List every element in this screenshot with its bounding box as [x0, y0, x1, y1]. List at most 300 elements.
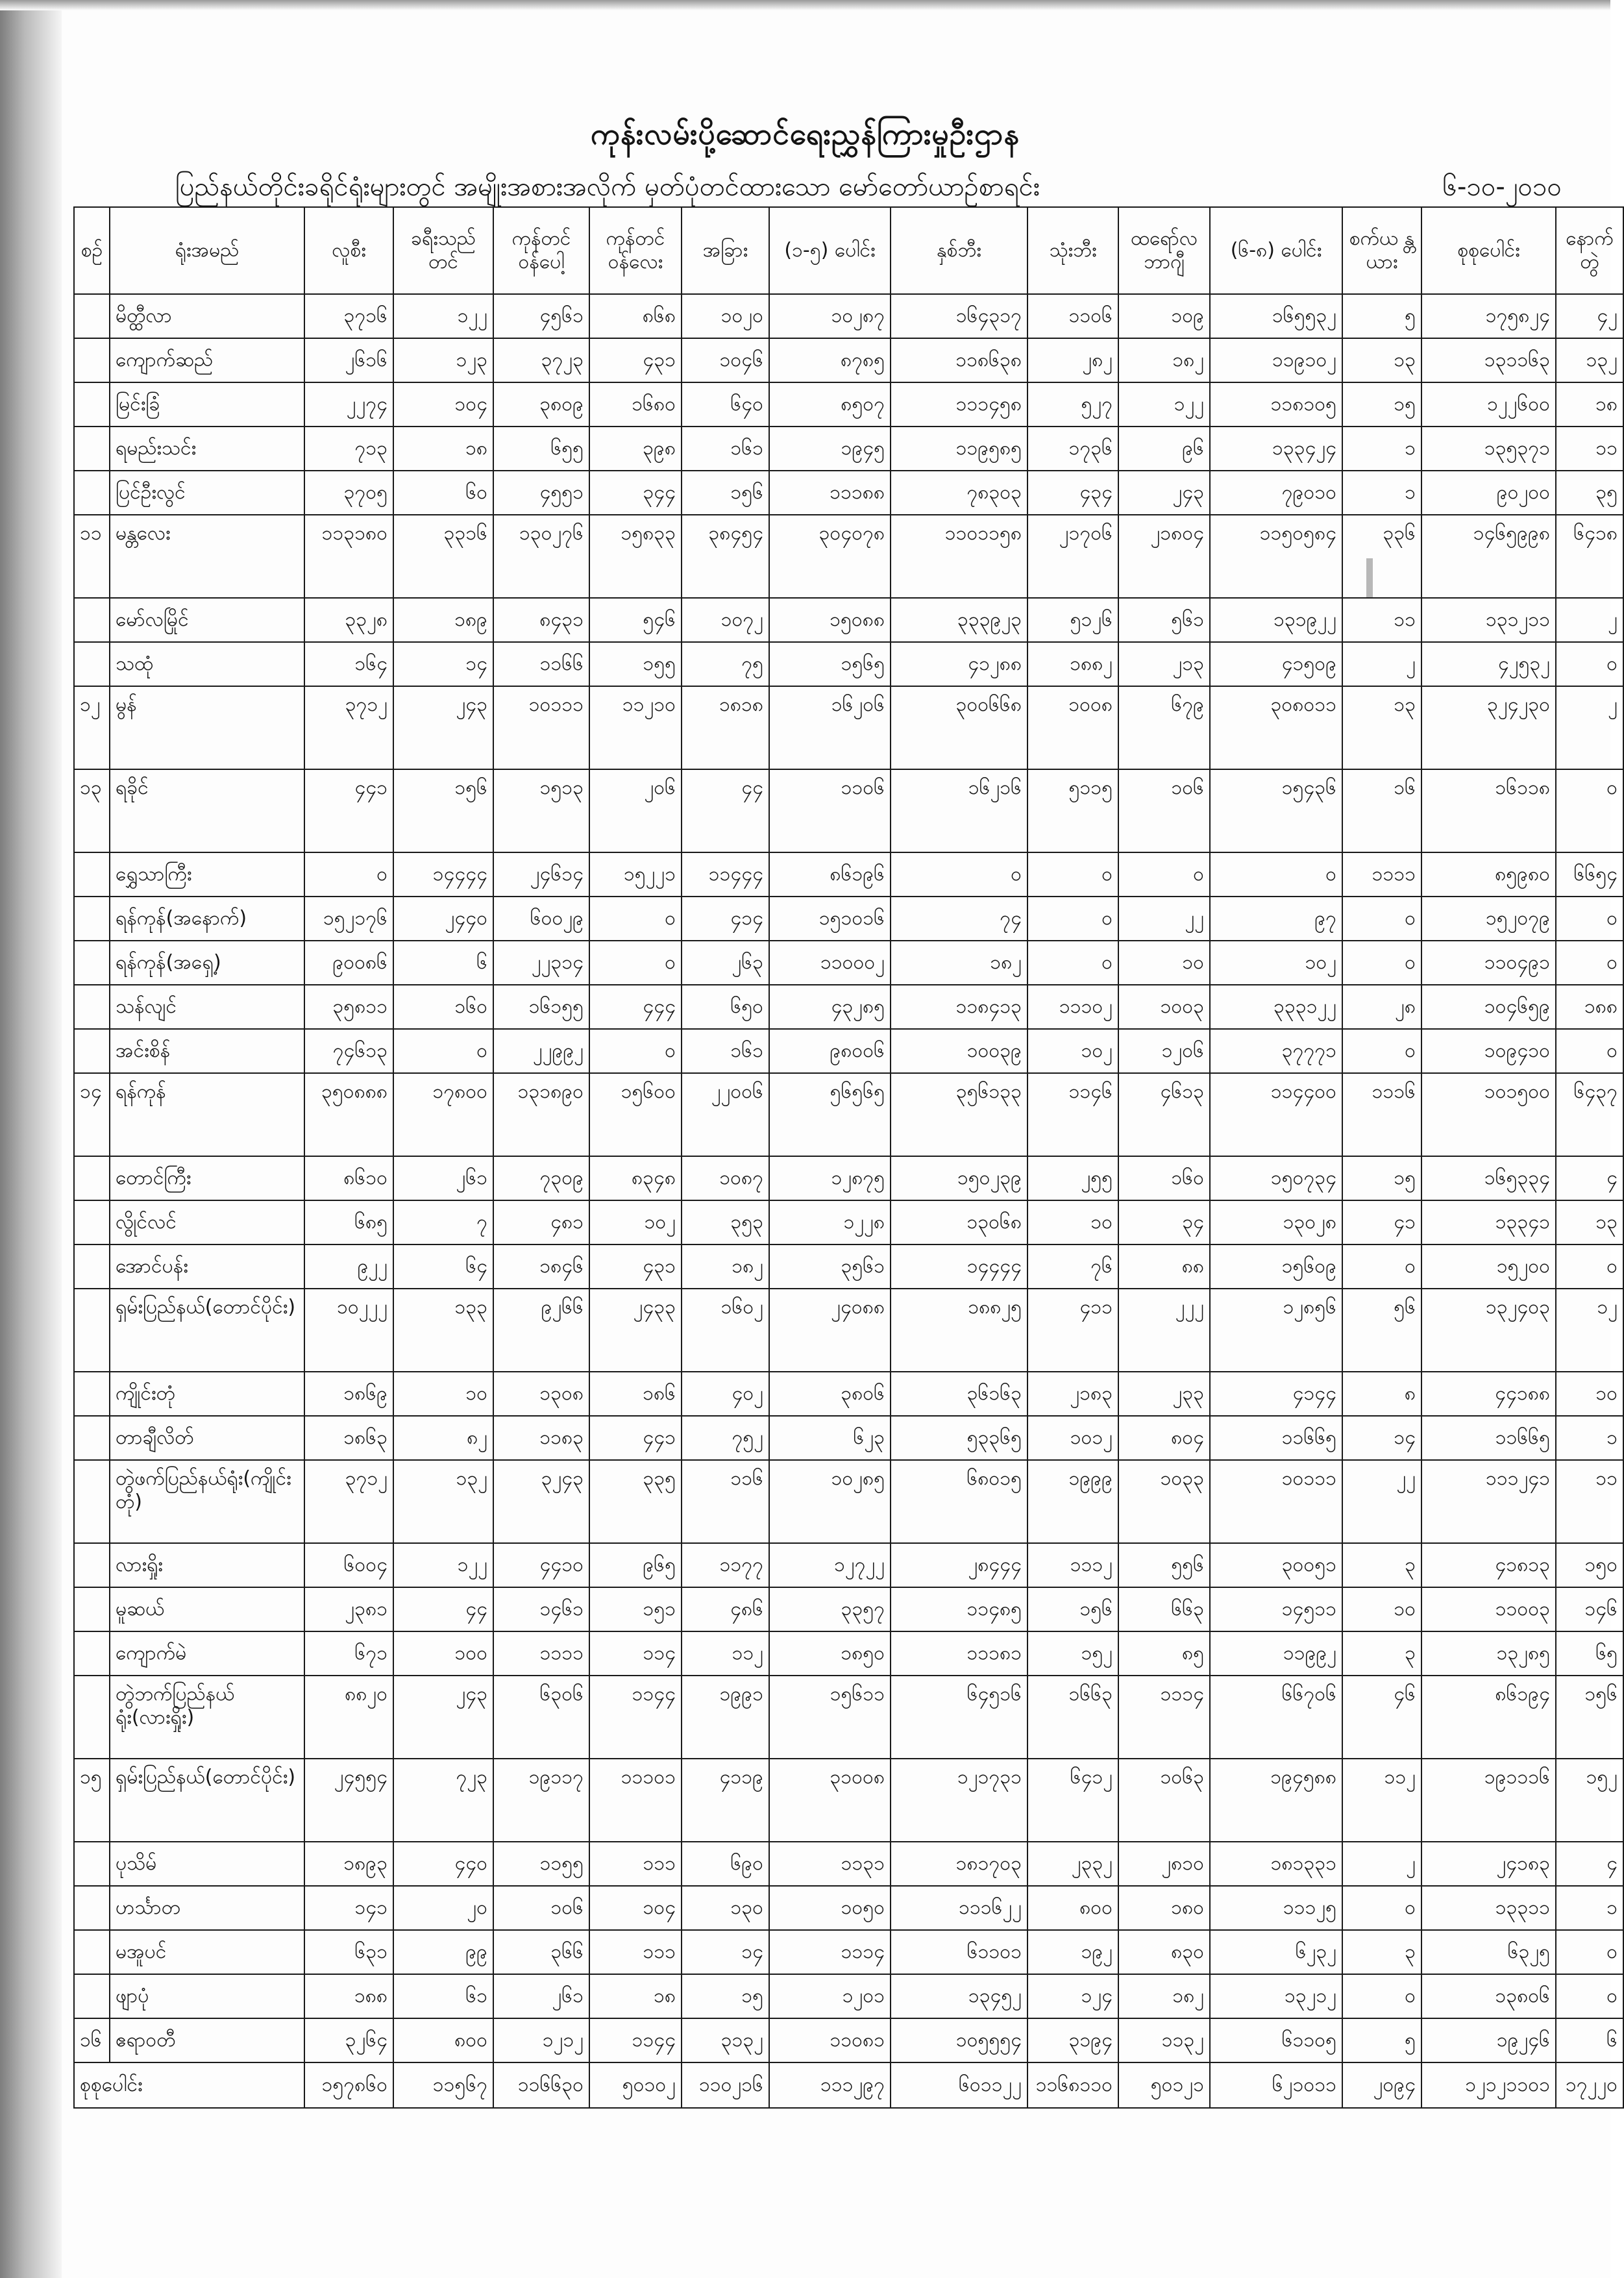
- count-cell: ၉၀၀၈၆: [304, 941, 393, 985]
- count-cell: ၂၂၇၄: [304, 382, 393, 427]
- count-cell: ၁၆၁: [682, 1029, 769, 1073]
- row-number-cell: [74, 1029, 110, 1073]
- table-row: [74, 338, 1623, 382]
- count-cell: ၈၅၉၈၀: [1421, 852, 1556, 897]
- office-name-cell: ပုသိမ်: [110, 1842, 304, 1886]
- count-cell: ၁၃၃၄၁: [1421, 1200, 1556, 1244]
- count-cell: ၆၆၅၄: [1556, 852, 1623, 897]
- count-cell: ၁၆၁၁၈: [1421, 769, 1556, 852]
- count-cell: ၁၈၂: [1118, 338, 1210, 382]
- count-cell: ၅၆: [1342, 1289, 1421, 1372]
- office-name-cell: ရန်ကုန်: [110, 1073, 304, 1156]
- count-cell: ၁၈၅၀: [769, 1631, 891, 1676]
- table-row: [74, 1930, 1623, 1974]
- count-cell: ၄၅၅၁: [493, 471, 589, 515]
- count-cell: ၂၃၈၁: [304, 1587, 393, 1631]
- count-cell: ၁၁၁၆: [1342, 1073, 1421, 1156]
- count-cell: ၃: [1342, 1631, 1421, 1676]
- count-cell: ၀: [1556, 1244, 1623, 1289]
- count-cell: ၁၁၀၄၉၁: [1421, 941, 1556, 985]
- count-cell: ၁၀၀၈: [1027, 686, 1118, 769]
- table-row: [74, 985, 1623, 1029]
- count-cell: ၁၄: [682, 1930, 769, 1974]
- count-cell: ၀: [1556, 1029, 1623, 1073]
- office-name-cell: အင်းစိန်: [110, 1029, 304, 1073]
- count-cell: ၁၅၁၃: [493, 769, 589, 852]
- count-cell: ၁၆၄၃၁၇: [891, 294, 1027, 338]
- total-label: စုစုပေါင်း: [74, 2062, 304, 2108]
- row-number-cell: ၁၄: [74, 1073, 110, 1156]
- count-cell: ၆၄၃၇: [1556, 1073, 1623, 1156]
- count-cell: ၁: [1342, 427, 1421, 471]
- scan-mark: [1366, 558, 1373, 597]
- count-cell: ၆၄၀: [682, 382, 769, 427]
- count-cell: ၃၆၁၆၃: [891, 1372, 1027, 1416]
- table-header-row: [74, 207, 1623, 294]
- count-cell: ၈၅၀၇: [769, 382, 891, 427]
- count-cell: ၃၃၅: [589, 1460, 682, 1543]
- office-name-cell: အောင်ပန်း: [110, 1244, 304, 1289]
- count-cell: ၁၃၁၂၁၁: [1421, 598, 1556, 642]
- count-cell: ၅၁၁၅: [1027, 769, 1118, 852]
- office-name-cell: မန္တလေး: [110, 515, 304, 598]
- row-number-cell: [74, 1200, 110, 1244]
- count-cell: ၁၉၉၁: [682, 1676, 769, 1759]
- count-cell: ၁၁၂: [1342, 1759, 1421, 1842]
- count-cell: ၁၀၀၃၉: [891, 1029, 1027, 1073]
- table-row: [74, 769, 1623, 852]
- office-name-cell: သန်လျင်: [110, 985, 304, 1029]
- total-cell: ၁၁၀၂၁၆: [682, 2062, 769, 2108]
- table-row: [74, 382, 1623, 427]
- count-cell: ၁၁၀၆: [1027, 294, 1118, 338]
- count-cell: ၀: [1342, 897, 1421, 941]
- table-row: [74, 1372, 1623, 1416]
- count-cell: ၆၈၅: [304, 1200, 393, 1244]
- count-cell: ၁၁၄၄၄: [682, 852, 769, 897]
- count-cell: ၉၈၀၀၆: [769, 1029, 891, 1073]
- count-cell: ၁၄၄၄၄: [393, 852, 493, 897]
- count-cell: ၆၀၀၄: [304, 1543, 393, 1587]
- count-cell: ၁၄၆၁: [493, 1587, 589, 1631]
- office-name-cell: ရွှေသာကြီး: [110, 852, 304, 897]
- count-cell: ၃၇၁၆: [304, 294, 393, 338]
- count-cell: ၇၅: [682, 642, 769, 686]
- count-cell: ၁၁၀၀၃: [1421, 1587, 1556, 1631]
- count-cell: ၁၀၆: [1118, 769, 1210, 852]
- count-cell: ၄၁၅၀၉: [1210, 642, 1342, 686]
- office-name-cell: မအူပင်: [110, 1930, 304, 1974]
- count-cell: ၉၀၂၀၀: [1421, 471, 1556, 515]
- office-name-cell: ဧရာဝတီ: [110, 2018, 304, 2062]
- row-number-cell: [74, 1587, 110, 1631]
- office-name-cell: လွိုင်လင်: [110, 1200, 304, 1244]
- count-cell: ၁၀၀: [393, 1631, 493, 1676]
- count-cell: ၁၅၆၀၉: [1210, 1244, 1342, 1289]
- count-cell: ၇၄: [891, 897, 1027, 941]
- count-cell: ၉၂၂: [304, 1244, 393, 1289]
- count-cell: ၁၁၁၂၅: [1210, 1886, 1342, 1930]
- count-cell: ၃၀၀၅၁: [1210, 1543, 1342, 1587]
- count-cell: ၄၁၁၉: [682, 1759, 769, 1842]
- count-cell: ၁၅၆: [682, 471, 769, 515]
- count-cell: ၅၄၆: [589, 598, 682, 642]
- count-cell: ၁၈၉: [393, 598, 493, 642]
- count-cell: ၁၁၄၆: [1027, 1073, 1118, 1156]
- table-row: [74, 1200, 1623, 1244]
- count-cell: ၅၆၅၆၅: [769, 1073, 891, 1156]
- count-cell: ၁၈: [393, 427, 493, 471]
- count-cell: ၁၀: [1342, 1587, 1421, 1631]
- count-cell: ၃၃၅၇: [769, 1587, 891, 1631]
- count-cell: ၃၇၂၃: [493, 338, 589, 382]
- count-cell: ၆: [1556, 2018, 1623, 2062]
- count-cell: ၄၀၂: [682, 1372, 769, 1416]
- count-cell: ၁၁၁၁: [1342, 852, 1421, 897]
- count-cell: ၀: [891, 852, 1027, 897]
- table-row: [74, 1460, 1623, 1543]
- count-cell: ၃၅၆၁: [769, 1244, 891, 1289]
- count-cell: ၁၃၀၂၇၆: [493, 515, 589, 598]
- column-header: ကုန်တင် ဝန်ပေါ့: [493, 207, 589, 294]
- table-row: [74, 598, 1623, 642]
- count-cell: ၂၂၉၉၂: [493, 1029, 589, 1073]
- total-cell: ၆၀၁၁၂၂: [891, 2062, 1027, 2108]
- column-header: ခရီးသည် တင်: [393, 207, 493, 294]
- office-name-cell: လားရှိုး: [110, 1543, 304, 1587]
- total-cell: ၆၂၁၀၁၁: [1210, 2062, 1342, 2108]
- row-number-cell: [74, 1842, 110, 1886]
- count-cell: ၄၄: [682, 769, 769, 852]
- count-cell: ၄၆၁၃: [1118, 1073, 1210, 1156]
- column-header: စုစုပေါင်း: [1421, 207, 1556, 294]
- count-cell: ၁၀: [1027, 1200, 1118, 1244]
- count-cell: ၁၃၂၄၀၃: [1421, 1289, 1556, 1372]
- office-name-cell: ရန်ကုန်(အနောက်): [110, 897, 304, 941]
- count-cell: ၃၀၄၀၇၈: [769, 515, 891, 598]
- table-row: [74, 1974, 1623, 2018]
- count-cell: ၄၁: [1342, 1200, 1421, 1244]
- count-cell: ၀: [1556, 1930, 1623, 1974]
- count-cell: ၈: [1342, 1372, 1421, 1416]
- count-cell: ၁၈၁၇၀၃: [891, 1842, 1027, 1886]
- table-row: [74, 1676, 1623, 1759]
- count-cell: ၁၁၁: [589, 1930, 682, 1974]
- count-cell: ၁၆: [1342, 769, 1421, 852]
- count-cell: ၁၅: [1342, 382, 1421, 427]
- total-cell: ၁၁၁၂၉၇: [769, 2062, 891, 2108]
- count-cell: ၄၅၆၁: [493, 294, 589, 338]
- count-cell: ၀: [1556, 941, 1623, 985]
- count-cell: ၄၁၂၈၈: [891, 642, 1027, 686]
- count-cell: ၆၇၉: [1118, 686, 1210, 769]
- count-cell: ၁၀၅၅၅၄: [891, 2018, 1027, 2062]
- column-header: နှစ်ဘီး: [891, 207, 1027, 294]
- count-cell: ၁၁၄: [589, 1631, 682, 1676]
- count-cell: ၉၆၅: [589, 1543, 682, 1587]
- scan-top-shadow: [0, 0, 1610, 10]
- count-cell: ၆၅: [1556, 1631, 1623, 1676]
- office-name-cell: ပြင်ဦးလွင်: [110, 471, 304, 515]
- column-header: ကုန်တင် ဝန်လေး: [589, 207, 682, 294]
- count-cell: ၁၂၂၈: [769, 1200, 891, 1244]
- count-cell: ၃၂၄၂၃၀: [1421, 686, 1556, 769]
- count-cell: ၁၆၀: [393, 985, 493, 1029]
- count-cell: ၃၃၃၁၂၂: [1210, 985, 1342, 1029]
- count-cell: ၀: [1210, 852, 1342, 897]
- count-cell: ၁၂၀၆: [1118, 1029, 1210, 1073]
- document-subtitle: ပြည်နယ်တိုင်းခရိုင်ရုံးများတွင် အမျိုးအစားအလိုက် မှတ်ပုံတင်ထားသော မော်တော်ယာဉ်စာရင်း: [175, 172, 1040, 202]
- count-cell: ၂၄၃: [393, 1676, 493, 1759]
- column-header: (၁-၅) ပေါင်း: [769, 207, 891, 294]
- count-cell: ၁၉၁၁၇: [493, 1759, 589, 1842]
- table-row: [74, 1289, 1623, 1372]
- count-cell: ၄၂: [1556, 294, 1623, 338]
- count-cell: ၁၅၂: [1556, 1759, 1623, 1842]
- count-cell: ၁၁၁၄: [769, 1930, 891, 1974]
- row-number-cell: [74, 382, 110, 427]
- count-cell: ၁၂: [1556, 1289, 1623, 1372]
- count-cell: ၂၃၃၂: [1027, 1842, 1118, 1886]
- count-cell: ၅၆၁: [1118, 598, 1210, 642]
- row-number-cell: [74, 897, 110, 941]
- column-header: လူစီး: [304, 207, 393, 294]
- count-cell: ၁၆၀: [1118, 1156, 1210, 1200]
- count-cell: ၁၁၁၀၂: [1027, 985, 1118, 1029]
- office-name-cell: ရခိုင်: [110, 769, 304, 852]
- count-cell: ၁၅၆၅: [769, 642, 891, 686]
- count-cell: ၃၇၇၇၁: [1210, 1029, 1342, 1073]
- count-cell: ၁၂၈၅၆: [1210, 1289, 1342, 1372]
- row-number-cell: [74, 1974, 110, 2018]
- count-cell: ၁၂၀၁: [769, 1974, 891, 2018]
- total-cell: ၂၀၉၄: [1342, 2062, 1421, 2108]
- count-cell: ၉၆: [1118, 427, 1210, 471]
- count-cell: ၂၆၁၆: [304, 338, 393, 382]
- count-cell: ၁၃၂: [393, 1460, 493, 1543]
- row-number-cell: ၁၆: [74, 2018, 110, 2062]
- column-header: ထရော်လ ဘာဂျီ: [1118, 207, 1210, 294]
- count-cell: ၂၂၀၀၆: [682, 1073, 769, 1156]
- count-cell: ၃၂၄၃: [493, 1460, 589, 1543]
- count-cell: ၁၀၆၃: [1118, 1759, 1210, 1842]
- count-cell: ၆၅၀: [682, 985, 769, 1029]
- column-header: ရုံးအမည်: [110, 207, 304, 294]
- count-cell: ၁၈၂: [682, 1244, 769, 1289]
- count-cell: ၄၈၁: [493, 1200, 589, 1244]
- count-cell: ၂၆၁: [493, 1974, 589, 2018]
- count-cell: ၁၈၆: [589, 1372, 682, 1416]
- count-cell: ၄၃၂၈၅: [769, 985, 891, 1029]
- count-cell: ၁၀၂: [1210, 941, 1342, 985]
- office-name-cell: ရှမ်းပြည်နယ်(တောင်ပိုင်း): [110, 1289, 304, 1372]
- count-cell: ၄၄: [393, 1587, 493, 1631]
- row-number-cell: [74, 338, 110, 382]
- count-cell: ၂၄၃: [393, 686, 493, 769]
- total-cell: ၁၁၅၆၇: [393, 2062, 493, 2108]
- count-cell: ၁၈၈: [1556, 985, 1623, 1029]
- count-cell: ၁၃၄၅၂: [891, 1974, 1027, 2018]
- count-cell: ၆၃၁: [304, 1930, 393, 1974]
- count-cell: ၁၁: [1556, 1460, 1623, 1543]
- count-cell: ၁၃၃၁၁: [1421, 1886, 1556, 1930]
- count-cell: ၁၁၃၂: [1118, 2018, 1210, 2062]
- count-cell: ၁၀၂၈၇: [769, 294, 891, 338]
- count-cell: ၄၂၅၃၂: [1421, 642, 1556, 686]
- count-cell: ၁၁၇၇: [682, 1543, 769, 1587]
- count-cell: ၆၀: [393, 471, 493, 515]
- office-name-cell: တာချီလိတ်: [110, 1416, 304, 1460]
- count-cell: ၁၃၂၁၂: [1210, 1974, 1342, 2018]
- count-cell: ၇၅၂: [682, 1416, 769, 1460]
- count-cell: ၂၁၈၀၄: [1118, 515, 1210, 598]
- row-number-cell: [74, 294, 110, 338]
- count-cell: ၁၆၈၀: [589, 382, 682, 427]
- count-cell: ၃၈၄၅၄: [682, 515, 769, 598]
- total-cell: ၅၀၁၂၁: [1118, 2062, 1210, 2108]
- count-cell: ၁၁၁၂: [1027, 1543, 1118, 1587]
- count-cell: ၁၈၆၃: [304, 1416, 393, 1460]
- count-cell: ၁၀၄: [393, 382, 493, 427]
- table-row: [74, 1416, 1623, 1460]
- row-number-cell: [74, 1543, 110, 1587]
- count-cell: ၃၇၀၅: [304, 471, 393, 515]
- count-cell: ၂၈၄၄၄: [891, 1543, 1027, 1587]
- count-cell: ၂၄၃၃: [589, 1289, 682, 1372]
- count-cell: ၃၆၆: [493, 1930, 589, 1974]
- count-cell: ၁၁၃၁၈၀: [304, 515, 393, 598]
- count-cell: ၁၅၈၃၃: [589, 515, 682, 598]
- row-number-cell: [74, 1372, 110, 1416]
- count-cell: ၁၁၁၀၁: [589, 1759, 682, 1842]
- count-cell: ၄၃၁: [589, 338, 682, 382]
- count-cell: ၁၀၉: [1118, 294, 1210, 338]
- table-row: [74, 1156, 1623, 1200]
- count-cell: ၂၈၁၀: [1118, 1842, 1210, 1886]
- row-number-cell: ၁၁: [74, 515, 110, 598]
- count-cell: ၁၁၄၈၅: [891, 1587, 1027, 1631]
- table-row: [74, 1842, 1623, 1886]
- count-cell: ၈၃၀: [1118, 1930, 1210, 1974]
- count-cell: ၁၉၂၄၆: [1421, 2018, 1556, 2062]
- count-cell: ၆၆၇၀၆: [1210, 1676, 1342, 1759]
- count-cell: ၁၅၆၁၁: [769, 1676, 891, 1759]
- count-cell: ၂၄၁၈၃: [1421, 1842, 1556, 1886]
- count-cell: ၁၈၈၂၅: [891, 1289, 1027, 1372]
- count-cell: ၁၅၆: [1556, 1676, 1623, 1759]
- count-cell: ၆၄၅၁၆: [891, 1676, 1027, 1759]
- count-cell: ၁၁၁၁: [493, 1631, 589, 1676]
- table-row: [74, 686, 1623, 769]
- count-cell: ၁၀၅၀: [769, 1886, 891, 1930]
- count-cell: ၃၈၀၉: [493, 382, 589, 427]
- count-cell: ၂၂: [1118, 897, 1210, 941]
- office-name-cell: သထုံ: [110, 642, 304, 686]
- count-cell: ၄၈၆: [682, 1587, 769, 1631]
- count-cell: ၂: [1342, 1842, 1421, 1886]
- office-name-cell: ကျောက်မဲ: [110, 1631, 304, 1676]
- count-cell: ၈၀၀: [1027, 1886, 1118, 1930]
- count-cell: ၃၃၃၉၂၃: [891, 598, 1027, 642]
- count-cell: ၅၃၃၆၅: [891, 1416, 1027, 1460]
- count-cell: ၄၄၀: [393, 1842, 493, 1886]
- count-cell: ၁၂၂: [393, 294, 493, 338]
- count-cell: ၁၂၈၇၅: [769, 1156, 891, 1200]
- count-cell: ၁၆၆၃: [1027, 1676, 1118, 1759]
- count-cell: ၁၃၃: [393, 1289, 493, 1372]
- count-cell: ၄၄၁၀: [493, 1543, 589, 1587]
- row-number-cell: [74, 1156, 110, 1200]
- count-cell: ၁၁၁၆၂၂: [891, 1886, 1027, 1930]
- document-date: ၆-၁၀-၂၀၁၀: [1442, 172, 1562, 202]
- count-cell: ၆၄၁၈: [1556, 515, 1623, 598]
- count-cell: ၁၁၀၆: [769, 769, 891, 852]
- count-cell: ၄၄၁: [304, 769, 393, 852]
- count-cell: ၁၇၈၀၀: [393, 1073, 493, 1156]
- count-cell: ၈၄၃၁: [493, 598, 589, 642]
- count-cell: ၇၂၃: [393, 1759, 493, 1842]
- count-cell: ၈၈၂၀: [304, 1676, 393, 1759]
- count-cell: ၆၃၀၆: [493, 1676, 589, 1759]
- count-cell: ၁၅၅: [589, 642, 682, 686]
- count-cell: ၁၁၆၆: [493, 642, 589, 686]
- count-cell: ၈၂: [393, 1416, 493, 1460]
- count-cell: ၁၁၈၆၃၈: [891, 338, 1027, 382]
- count-cell: ၁၃၀၈: [493, 1372, 589, 1416]
- count-cell: ၁၁၈၁၀၅: [1210, 382, 1342, 427]
- table-row: [74, 2018, 1623, 2062]
- count-cell: ၂၄၅၅၄: [304, 1759, 393, 1842]
- column-header: စက်ယ န္တယား: [1342, 207, 1421, 294]
- count-cell: ၄၁၁: [1027, 1289, 1118, 1372]
- vehicle-registration-table: [73, 206, 1624, 2109]
- count-cell: ၁၆၁၅၅: [493, 985, 589, 1029]
- office-name-cell: ရန်ကုန်(အရှေ့): [110, 941, 304, 985]
- count-cell: ၁၀၄၆၅၉: [1421, 985, 1556, 1029]
- count-cell: ၁၀၃၃: [1118, 1460, 1210, 1543]
- office-name-cell: ရှမ်းပြည်နယ်(တောင်ပိုင်း): [110, 1759, 304, 1842]
- count-cell: ၁၃၁၁၆၃: [1421, 338, 1556, 382]
- count-cell: ၁၅၂၀၀: [1421, 1244, 1556, 1289]
- count-cell: ၂: [1556, 598, 1623, 642]
- count-cell: ၁၀၂: [1027, 1029, 1118, 1073]
- count-cell: ၆၁၁၀၅: [1210, 2018, 1342, 2062]
- count-cell: ၃၇၁၂: [304, 686, 393, 769]
- count-cell: ၄၃၁: [589, 1244, 682, 1289]
- count-cell: ၂၂: [1342, 1460, 1421, 1543]
- table-row: [74, 941, 1623, 985]
- row-number-cell: [74, 852, 110, 897]
- count-cell: ၈၀၀: [393, 2018, 493, 2062]
- count-cell: ၁၅၀၂၃၉: [891, 1156, 1027, 1200]
- count-cell: ၁: [1342, 471, 1421, 515]
- count-cell: ၂: [1342, 642, 1421, 686]
- count-cell: ၁၁၁: [589, 1842, 682, 1886]
- count-cell: ၁၀: [393, 1372, 493, 1416]
- count-cell: ၄၆: [1342, 1676, 1421, 1759]
- table-row: [74, 852, 1623, 897]
- count-cell: ၀: [1342, 941, 1421, 985]
- count-cell: ၆၂၃၂: [1210, 1930, 1342, 1974]
- row-number-cell: [74, 1460, 110, 1543]
- count-cell: ၈၆၈: [589, 294, 682, 338]
- count-cell: ၁၅၀၈၈: [769, 598, 891, 642]
- count-cell: ၁၁၀၁၁၅၈: [891, 515, 1027, 598]
- count-cell: ၁၆၀၂: [682, 1289, 769, 1372]
- count-cell: ၁၀၂၂၂: [304, 1289, 393, 1372]
- count-cell: ၀: [1556, 769, 1623, 852]
- count-cell: ၂၈: [1342, 985, 1421, 1029]
